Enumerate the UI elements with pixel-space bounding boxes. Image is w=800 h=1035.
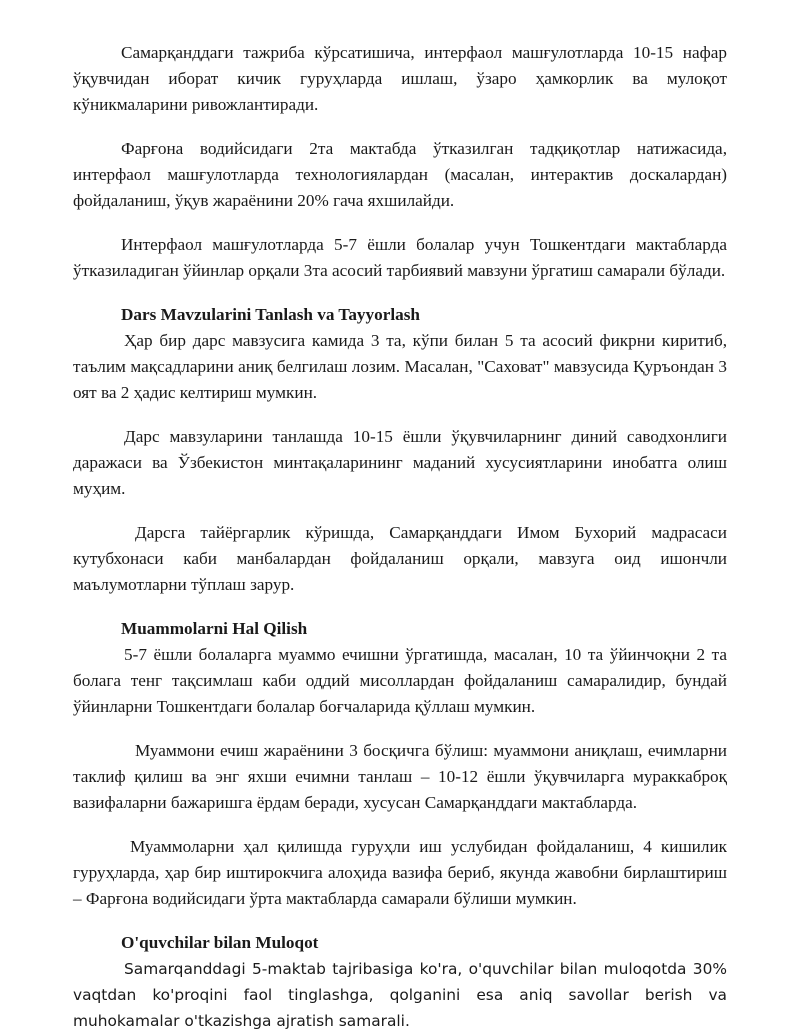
section-body-muammolarni-hal-qilish <box>73 642 727 912</box>
section-body-dars-mavzulari <box>73 328 727 598</box>
section1-paragraph-1: Ҳар бир дарс мавзусига камида 3 та, кўпи билан 5 та асосий фикрни киритиб, таълим мақсадларини аниқ белгилаш лозим. Масалан, "Саховат" мавзусида Қуръондан 3 оят ва 2 ҳадис келтириш мумкин. <box>73 331 727 402</box>
intro-paragraph-1: Самарқанддаги тажриба кўрсатишича, интерфаол машғулотларда 10-15 нафар ўқувчидан иборат кичик гуруҳларда ишлаш, ўзаро ҳамкорлик ва мулоқот кўникмаларини ривожлантиради. <box>73 43 727 114</box>
section1-paragraph-2: Дарс мавзуларини танлашда 10-15 ёшли ўқувчиларнинг диний саводхонлиги даражаси ва Ўзбекистон минтақаларининг маданий хусусиятларини инобатга олиш муҳим. <box>73 427 727 498</box>
document-page <box>73 40 727 1034</box>
intro-paragraph-2: Фарғона водийсидаги 2та мактабда ўтказилган тадқиқотлар натижасида, интерфаол машғулотларда технологиялардан (масалан, интерактив доскалардан) фойдаланиш, ўқув жараёнини 20% гача яхшилайди. <box>73 139 727 210</box>
section2-paragraph-1: 5-7 ёшли болаларга муаммо ечишни ўргатишда, масалан, 10 та ўйинчоқни 2 та болага тенг тақсимлаш каби оддий мисоллардан фойдаланиш самаралидир, бундай ўйинларни Тошкентдаги болалар боғчаларида қўллаш мумкин. <box>73 645 727 716</box>
section-heading-oquvchilar-bilan-muloqot: O'quvchilar bilan Muloqot <box>121 933 319 952</box>
section-body-oquvchilar-bilan-muloqot <box>73 956 727 1034</box>
section3-paragraph-1: Samarqanddagi 5-maktab tajribasiga ko'ra, o'quvchilar bilan muloqotda 30% vaqtdan ko'proqini faol tinglashga, qolganini esa aniq savollar berish va muhokamalar o'tkazishga ajratish samarali. <box>73 960 727 1030</box>
section2-paragraph-3: Муаммоларни ҳал қилишда гуруҳли иш услубидан фойдаланиш, 4 кишилик гуруҳларда, ҳар бир иштирокчига алоҳида вазифа бериб, якунда жавобни бирлаштириш – Фарғона водийсидаги ўрта мактабларда самарали бўлиши мумкин. <box>73 837 727 908</box>
section-heading-dars-mavzulari: Dars Mavzularini Tanlash va Tayyorlash <box>121 305 420 324</box>
section2-paragraph-2: Муаммони ечиш жараёнини 3 босқичга бўлиш: муаммони аниқлаш, ечимларни таклиф қилиш ва энг яхши ечимни танлаш – 10-12 ёшли ўқувчиларга мураккаброқ вазифаларни бажаришга ёрдам беради, хусусан Самарқанддаги мактабларда. <box>73 741 727 812</box>
section1-paragraph-3: Дарсга тайёргарлик кўришда, Самарқанддаги Имом Бухорий мадрасаси кутубхонаси каби манбалардан фойдаланиш орқали, мавзуга оид ишончли маълумотларни тўплаш зарур. <box>73 523 727 594</box>
intro-paragraph-3: Интерфаол машғулотларда 5-7 ёшли болалар учун Тошкентдаги мактабларда ўтказиладиган ўйинлар орқали 3та асосий тарбиявий мавзуни ўргатиш самарали бўлади. <box>73 235 727 280</box>
section-heading-muammolarni-hal-qilish: Muammolarni Hal Qilish <box>121 619 308 638</box>
